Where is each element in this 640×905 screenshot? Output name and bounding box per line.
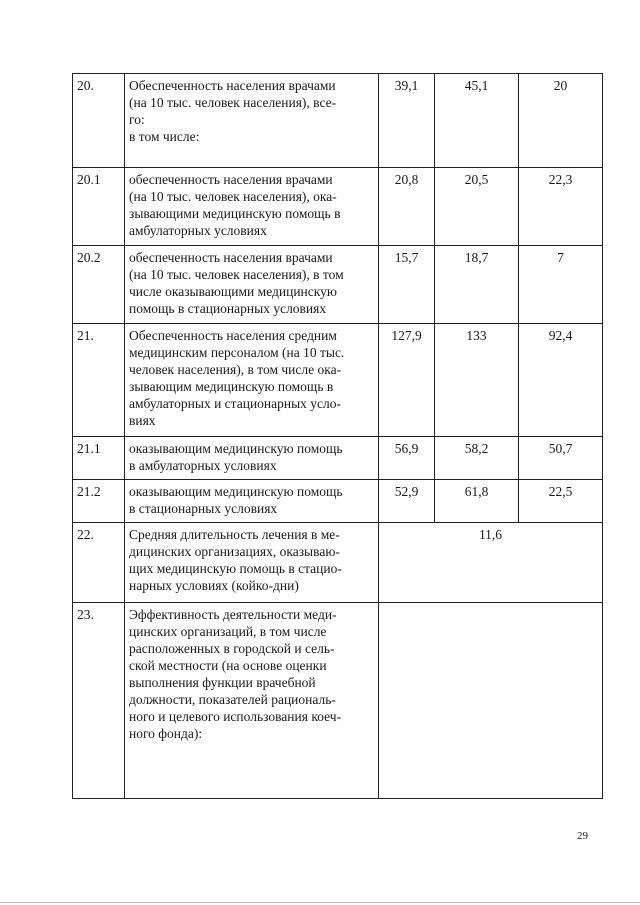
- description-line: (на 10 тыс. человек населения), в том: [129, 267, 344, 282]
- description-line: помощь в стационарных условиях: [129, 301, 327, 316]
- value-cell-3: 22,5: [519, 480, 603, 523]
- value-cell-2: 20,5: [435, 168, 519, 246]
- description-line: амбулаторных условиях: [129, 223, 267, 238]
- description-line: (на 10 тыс. человек населения), все-: [129, 95, 337, 110]
- indicator-description: [125, 246, 379, 324]
- description-line: Средняя длительность лечения в ме-: [129, 527, 340, 542]
- value-cell-3: 50,7: [519, 437, 603, 480]
- row-number: 20.1: [73, 168, 125, 246]
- description-line: Эффективность деятельности меди-: [129, 607, 337, 622]
- description-line: расположенных в городской и сель-: [129, 641, 335, 656]
- value-cell-2: 61,8: [435, 480, 519, 523]
- indicators-table: [72, 73, 603, 799]
- value-cell-1: 39,1: [379, 74, 435, 168]
- description-line: цинских организаций, в том числе: [129, 624, 327, 639]
- value-cell-3: 20: [519, 74, 603, 168]
- description-line: Обеспеченность населения врачами: [129, 78, 336, 93]
- description-line: обеспеченность населения врачами: [129, 250, 333, 265]
- description-line: оказывающим медицинскую помощь: [129, 441, 343, 456]
- description-line: в стационарных условиях: [129, 501, 278, 516]
- indicator-description: [125, 324, 379, 437]
- description-line: зывающими медицинскую помощь в: [129, 206, 341, 221]
- indicator-description: [125, 74, 379, 168]
- description-line: ской местности (на основе оценки: [129, 658, 327, 673]
- row-number: 23.: [73, 603, 125, 799]
- value-cell-1: 20,8: [379, 168, 435, 246]
- row-number: 21.1: [73, 437, 125, 480]
- description-line: медицинским персоналом (на 10 тыс.: [129, 345, 345, 360]
- value-cell-3: 22,3: [519, 168, 603, 246]
- indicator-description: [125, 168, 379, 246]
- value-cell-2: 58,2: [435, 437, 519, 480]
- description-line: оказывающим медицинскую помощь: [129, 484, 343, 499]
- description-line: амбулаторных и стационарных усло-: [129, 396, 342, 411]
- table-row: [73, 480, 603, 523]
- row-number: 21.2: [73, 480, 125, 523]
- description-line: человек населения), в том числе ока-: [129, 362, 342, 377]
- merged-value-cell: [379, 603, 603, 799]
- page-number: 29: [577, 830, 588, 842]
- row-number: 20.2: [73, 246, 125, 324]
- value-cell-2: 18,7: [435, 246, 519, 324]
- description-line: ного фонда):: [129, 726, 203, 741]
- scan-edge-line: [0, 902, 640, 903]
- merged-value-cell: 11,6: [379, 523, 603, 603]
- description-line: го:: [129, 112, 145, 127]
- indicator-description: [125, 523, 379, 603]
- description-line: ного и целевого использования коеч-: [129, 709, 342, 724]
- value-cell-1: 52,9: [379, 480, 435, 523]
- description-line: нарных условиях (койко-дни): [129, 578, 299, 593]
- value-cell-1: 15,7: [379, 246, 435, 324]
- table-row: [73, 74, 603, 168]
- value-cell-2: 45,1: [435, 74, 519, 168]
- description-line: обеспеченность населения врачами: [129, 172, 333, 187]
- indicator-description: [125, 480, 379, 523]
- table-row: [73, 324, 603, 437]
- table-row: [73, 523, 603, 603]
- indicator-description: [125, 603, 379, 799]
- row-number: 21.: [73, 324, 125, 437]
- description-line: выполнения функции врачебной: [129, 675, 316, 690]
- table-row: [73, 246, 603, 324]
- description-line: дицинских организациях, оказываю-: [129, 544, 340, 559]
- description-line: щих медицинскую помощь в стацио-: [129, 561, 342, 576]
- description-line: числе оказывающими медицинскую: [129, 284, 337, 299]
- description-line: в амбулаторных условиях: [129, 458, 277, 473]
- description-line: Обеспеченность населения средним: [129, 328, 337, 343]
- value-cell-2: 133: [435, 324, 519, 437]
- value-cell-1: 127,9: [379, 324, 435, 437]
- table-row: [73, 437, 603, 480]
- table-row: [73, 168, 603, 246]
- indicator-description: [125, 437, 379, 480]
- description-line: зывающим медицинскую помощь в: [129, 379, 334, 394]
- row-number: 20.: [73, 74, 125, 168]
- value-cell-3: 7: [519, 246, 603, 324]
- table-row: [73, 603, 603, 799]
- description-line: должности, показателей рациональ-: [129, 692, 336, 707]
- value-cell-1: 56,9: [379, 437, 435, 480]
- row-number: 22.: [73, 523, 125, 603]
- description-line: виях: [129, 413, 156, 428]
- value-cell-3: 92,4: [519, 324, 603, 437]
- description-line: в том числе:: [129, 129, 200, 144]
- description-line: (на 10 тыс. человек населения), ока-: [129, 189, 337, 204]
